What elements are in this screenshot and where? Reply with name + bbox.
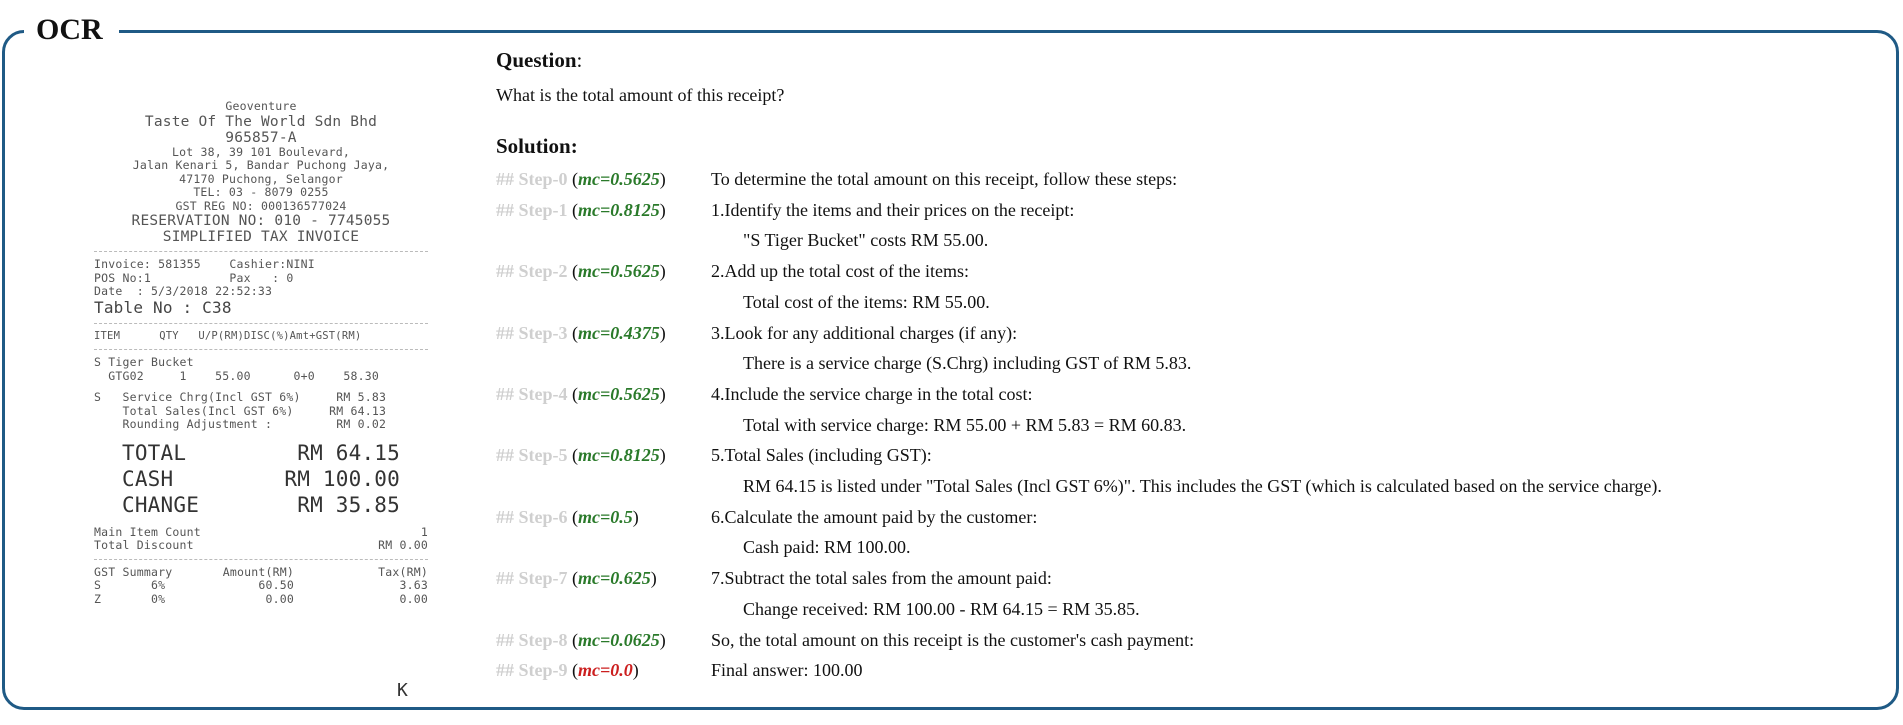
step-id: ## Step-9	[496, 660, 568, 681]
receipt-item-line: GTG02 1 55.00 0+0 58.30	[94, 368, 379, 383]
question-title: Question	[496, 48, 577, 72]
gst-header-cell: Amount(RM)	[222, 564, 294, 579]
mc-score: mc=0.8125	[578, 199, 660, 220]
receipt-item-name: S Tiger Bucket	[94, 355, 194, 369]
mc-score: mc=0.0	[578, 660, 633, 681]
receipt-divider	[94, 349, 428, 350]
receipt-invoice: Invoice: 581355 Cashier:NINI	[94, 257, 315, 271]
step-detail: Total cost of the items: RM 55.00.	[743, 291, 990, 312]
step-id: ## Step-3	[496, 322, 568, 343]
receipt-columns: ITEM QTY U/P(RM)DISC(%)Amt+GST(RM)	[94, 329, 362, 342]
mc-score: mc=0.4375	[578, 322, 660, 343]
step-detail: There is a service charge (S.Chrg) including GST of RM 5.83.	[743, 353, 1192, 374]
solution-step	[496, 655, 1886, 686]
receipt-line: 965857-A	[225, 129, 297, 146]
receipt-line: RESERVATION NO: 010 - 7745055	[131, 213, 391, 229]
step-text: 1.Identify the items and their prices on the receipt:	[711, 199, 1075, 220]
step-tag: ## Step-9 (mc=0.0)	[496, 660, 639, 681]
step-detail: Total with service charge: RM 55.00 + RM 5.83 = RM 60.83.	[743, 414, 1187, 435]
total-value: RM 64.15	[297, 440, 400, 465]
receipt-line: TEL: 03 - 8079 0255	[193, 185, 329, 199]
solution-steps	[496, 164, 1886, 686]
receipt-divider	[94, 323, 428, 324]
solution-step	[496, 256, 1886, 287]
step-tag: ## Step-6 (mc=0.5)	[496, 506, 639, 527]
receipt-main-item-count	[94, 526, 428, 540]
receipt-line: 47170 Puchong, Selangor	[179, 171, 343, 186]
receipt-divider	[94, 559, 428, 560]
step-tag: ## Step-0 (mc=0.5625)	[496, 169, 666, 189]
gst-cell: 0.00	[399, 591, 428, 606]
receipt-line: Taste Of The World Sdn Bhd	[144, 113, 378, 130]
receipt-service-line: Rounding Adjustment : RM 0.02	[94, 417, 387, 431]
mc-score: mc=0.5	[578, 506, 633, 527]
step-id: ## Step-8	[496, 629, 568, 650]
step-id: ## Step-4	[496, 383, 568, 404]
step-id: ## Step-7	[496, 568, 568, 589]
receipt-table-no: Table No : C38	[94, 297, 232, 317]
gst-header	[94, 566, 428, 580]
mc-score: mc=0.8125	[578, 445, 660, 466]
gst-row	[94, 593, 428, 607]
receipt-line: Lot 38, 39 101 Boulevard,	[171, 144, 351, 159]
receipt-line: Geoventure	[225, 99, 297, 113]
main-item-count-value: 1	[420, 524, 428, 539]
cash-value: RM 100.00	[284, 466, 400, 491]
step-text: 2.Add up the total cost of the items:	[711, 261, 969, 282]
step-text: 5.Total Sales (including GST):	[711, 445, 932, 466]
step-tag: ## Step-8 (mc=0.0625)	[496, 629, 666, 650]
qa-content	[496, 40, 1886, 686]
gst-header-cell: GST Summary	[94, 564, 173, 579]
mc-score: mc=0.625	[578, 568, 651, 589]
mc-score: mc=0.5625	[578, 261, 660, 282]
step-tag: ## Step-1 (mc=0.8125)	[496, 199, 666, 220]
solution-step	[496, 318, 1886, 349]
step-text: To determine the total amount on this receipt, follow these steps:	[711, 169, 1178, 189]
step-text: 4.Include the service charge in the total cost:	[711, 383, 1033, 404]
main-item-count-label: Main Item Count	[94, 524, 201, 539]
receipt-service-line: S Service Chrg(Incl GST 6%) RM 5.83	[94, 390, 387, 404]
receipt-change-row	[94, 492, 428, 518]
step-tag: ## Step-2 (mc=0.5625)	[496, 261, 666, 282]
total-discount-value: RM 0.00	[378, 538, 428, 552]
receipt-line: GST REG NO: 000136577024	[175, 198, 347, 213]
change-label: CHANGE	[122, 492, 200, 517]
solution-step	[496, 502, 1886, 533]
gst-cell: S 6%	[94, 578, 166, 592]
gst-cell: 0.00	[265, 591, 294, 606]
receipt-pos: POS No:1 Pax : 0	[94, 270, 294, 285]
gst-cell: Z 0%	[94, 591, 166, 606]
step-id: ## Step-0	[496, 169, 568, 189]
solution-step	[496, 164, 1886, 195]
question-colon: :	[576, 48, 583, 72]
question-text: What is the total amount of this receipt?	[496, 85, 785, 105]
solution-title: Solution:	[496, 134, 578, 158]
step-tag: ## Step-4 (mc=0.5625)	[496, 383, 666, 404]
receipt-service-line: Total Sales(Incl GST 6%) RM 64.13	[94, 403, 387, 418]
gst-cell: 3.63	[399, 578, 428, 592]
solution-step	[496, 440, 1886, 471]
step-detail: Change received: RM 100.00 - RM 64.15 = RM 35.85.	[743, 598, 1140, 619]
solution-step	[496, 625, 1886, 656]
change-value: RM 35.85	[297, 492, 400, 517]
receipt-total-row	[94, 440, 428, 466]
total-label: TOTAL	[122, 440, 187, 465]
receipt-image	[94, 100, 428, 705]
gst-header-cell: Tax(RM)	[378, 564, 428, 579]
receipt-total-discount	[94, 539, 428, 553]
step-tag: ## Step-3 (mc=0.4375)	[496, 322, 666, 343]
solution-step	[496, 563, 1886, 594]
step-tag: ## Step-7 (mc=0.625)	[496, 568, 657, 589]
receipt-line: Jalan Kenari 5, Bandar Puchong Jaya,	[132, 158, 390, 172]
question-heading	[496, 40, 1886, 80]
gst-row	[94, 579, 428, 593]
total-discount-label: Total Discount	[94, 538, 194, 552]
receipt-header	[94, 100, 428, 245]
cash-label: CASH	[122, 466, 174, 491]
step-id: ## Step-1	[496, 199, 568, 220]
step-text: 7.Subtract the total sales from the amount paid:	[711, 568, 1052, 589]
handwritten-mark: K	[396, 679, 408, 701]
step-detail: Cash paid: RM 100.00.	[743, 537, 911, 558]
receipt-date: Date : 5/3/2018 22:52:33	[94, 284, 273, 298]
gst-cell: 60.50	[258, 578, 294, 592]
step-id: ## Step-6	[496, 506, 568, 527]
step-id: ## Step-2	[496, 261, 568, 282]
panel-title: OCR	[24, 8, 119, 52]
step-text: Final answer: 100.00	[711, 660, 863, 681]
step-text: 3.Look for any additional charges (if any):	[711, 322, 1018, 343]
receipt-line: SIMPLIFIED TAX INVOICE	[162, 229, 360, 245]
step-detail: RM 64.15 is listed under "Total Sales (Incl GST 6%)". This includes the GST (which is calculated based on the service charge).	[743, 476, 1662, 497]
step-detail: "S Tiger Bucket" costs RM 55.00.	[743, 230, 989, 251]
mc-score: mc=0.5625	[578, 169, 660, 189]
solution-step	[496, 195, 1886, 226]
mc-score: mc=0.5625	[578, 383, 660, 404]
step-id: ## Step-5	[496, 445, 568, 466]
step-text: So, the total amount on this receipt is the customer's cash payment:	[711, 629, 1195, 650]
step-text: 6.Calculate the amount paid by the customer:	[711, 506, 1038, 527]
receipt-divider	[94, 251, 428, 252]
step-tag: ## Step-5 (mc=0.8125)	[496, 445, 666, 466]
solution-step	[496, 379, 1886, 410]
mc-score: mc=0.0625	[578, 629, 660, 650]
receipt-cash-row	[94, 466, 428, 492]
